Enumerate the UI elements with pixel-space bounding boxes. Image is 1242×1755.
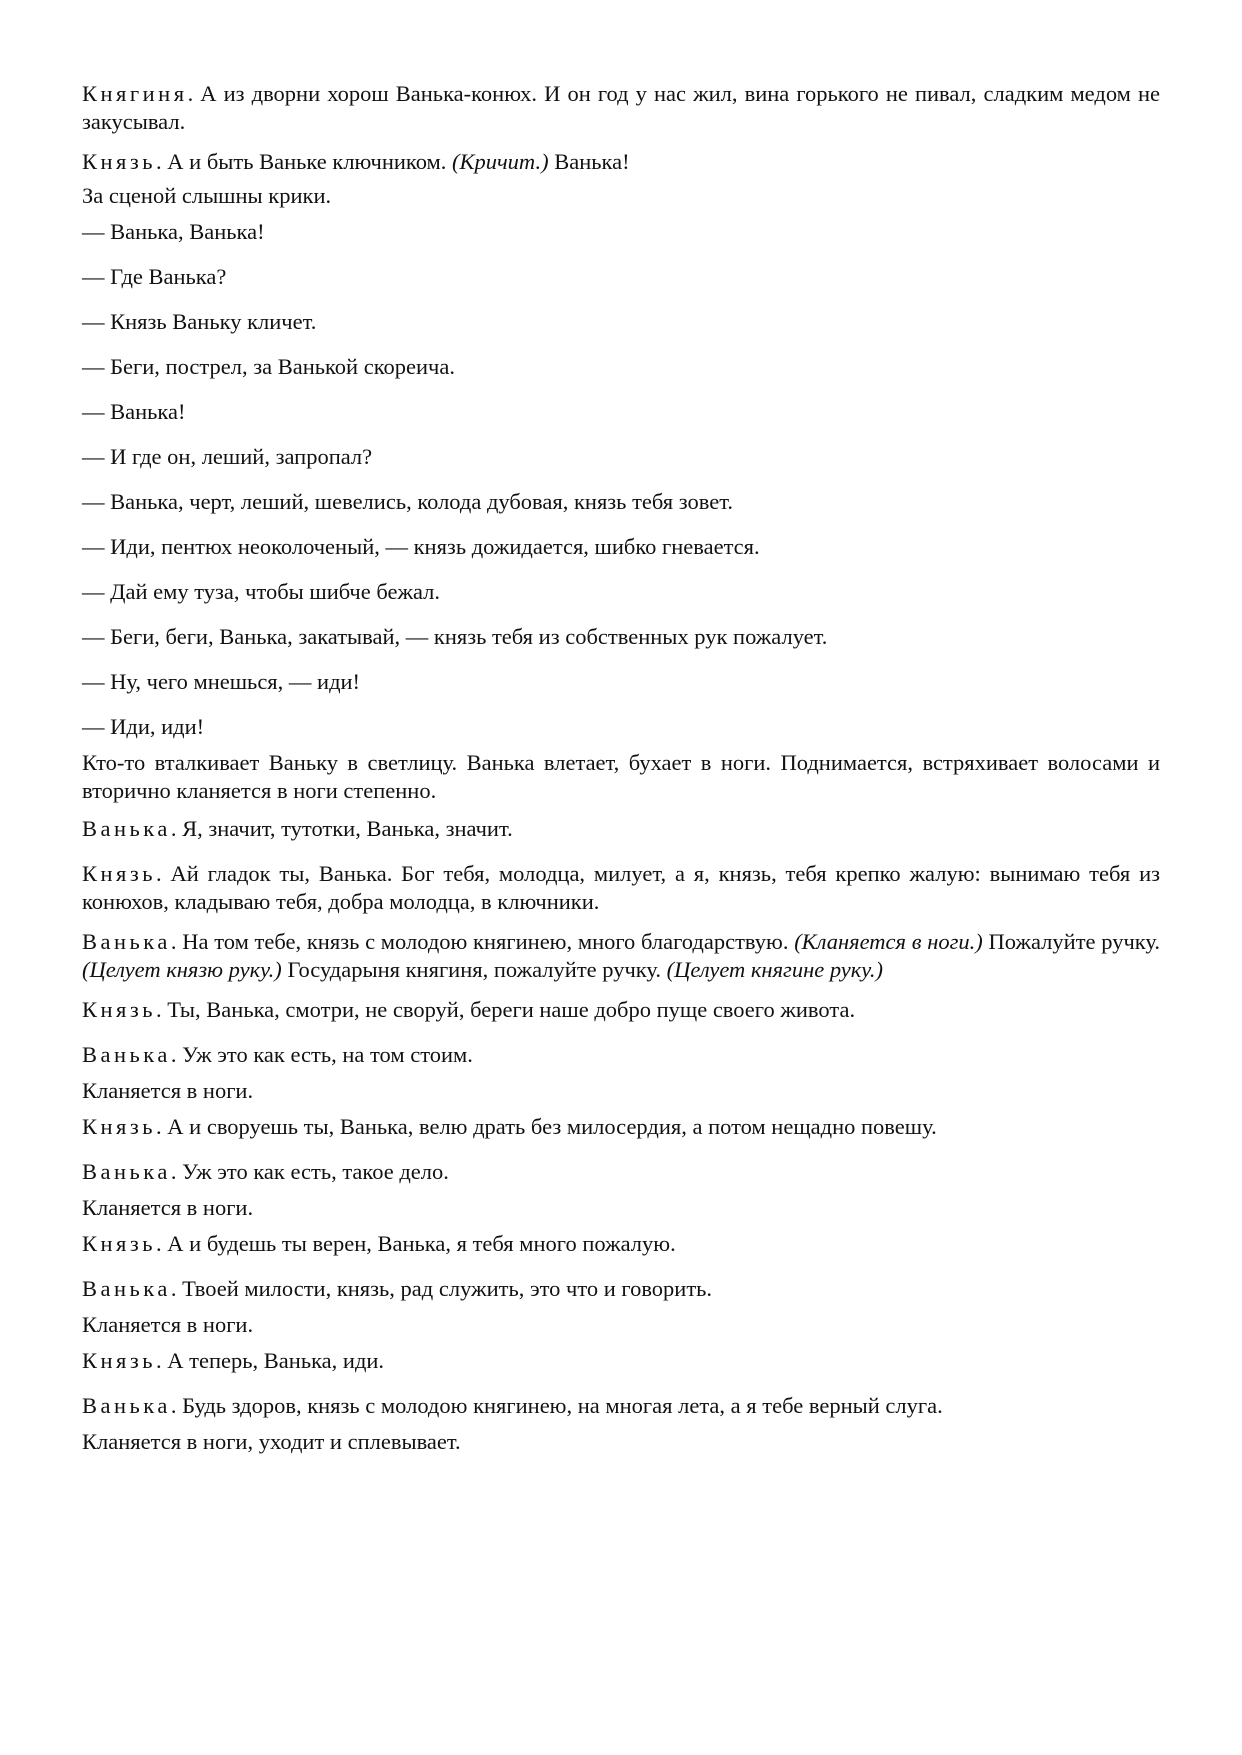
offstage-shout: — Беги, пострел, за Ванькой скореича.	[82, 354, 455, 379]
offstage-shout: — Иди, пентюх неоколоченый, — князь дожидается, шибко гневается.	[82, 534, 760, 559]
dialogue-line: Ванька. Уж это как есть, на том стоим.	[82, 1042, 473, 1067]
offstage-shout: — Ванька, черт, леший, шевелись, колода дубовая, князь тебя зовет.	[82, 489, 733, 514]
line-text: На том тебе, князь с молодою княгинею, много благодарствую.	[182, 929, 795, 954]
stage-note: Кланяется в ноги, уходит и сплевывает.	[82, 1429, 461, 1454]
line-text: Будь здоров, князь с молодою княгинею, на многая лета, а я тебе верный слуга.	[182, 1393, 943, 1418]
offstage-shout: — Дай ему туза, чтобы шибче бежал.	[82, 579, 441, 604]
speaker-name: Князь	[82, 1231, 157, 1256]
dialogue-line: Князь. А и быть Ваньке ключником. (Кричит.) Ванька!	[82, 149, 630, 174]
speaker-name: Ванька	[82, 816, 171, 841]
stage-note: За сценой слышны крики.	[82, 183, 332, 208]
line-text: А и своруешь ты, Ванька, велю драть без милосердия, а потом нещадно повешу.	[167, 1114, 937, 1139]
speaker-name: Князь	[82, 149, 157, 174]
speaker-name: Ванька	[82, 1042, 171, 1067]
dialogue-line: Ванька. На том тебе, князь с молодою княгинею, много благодарствую. (Кланяется в ноги.) Пожалуйте ручку. (Целует князю руку.) Государыня княгиня, пожалуйте ручку. (Целует княгине руку.)	[82, 929, 1160, 982]
line-text: Уж это как есть, такое дело.	[182, 1159, 449, 1184]
offstage-shout: — Беги, беги, Ванька, закатывай, — князь тебя из собственных рук пожалует.	[82, 624, 828, 649]
stage-note: Кто-то вталкивает Ваньку в светлицу. Ванька влетает, бухает в ноги. Поднимается, встряхивает волосами и вторично кланяется в ноги степенно.	[82, 750, 1160, 803]
offstage-shout: — Где Ванька?	[82, 264, 227, 289]
line-text: Твоей милости, князь, рад служить, это что и говорить.	[182, 1276, 713, 1301]
stage-note: Кланяется в ноги.	[82, 1195, 254, 1220]
speaker-name: Ванька	[82, 929, 171, 954]
dialogue-line: Князь. Ты, Ванька, смотри, не своруй, береги наше добро пуще своего живота.	[82, 997, 856, 1022]
line-text: Пожалуйте ручку.	[982, 929, 1160, 954]
offstage-shout: — Ванька, Ванька!	[82, 219, 265, 244]
line-text: Уж это как есть, на том стоим.	[182, 1042, 473, 1067]
speaker-name: Князь	[82, 1348, 157, 1373]
dialogue-line: Ванька. Уж это как есть, такое дело.	[82, 1159, 449, 1184]
dialogue-line: Князь. А и будешь ты верен, Ванька, я тебя много пожалую.	[82, 1231, 676, 1256]
speaker-name: Князь	[82, 997, 157, 1022]
line-text: Государыня княгиня, пожалуйте ручку.	[281, 957, 667, 982]
stage-direction: (Кланяется в ноги.)	[794, 929, 983, 954]
speaker-name: Ванька	[82, 1159, 171, 1184]
line-text: Ванька!	[548, 149, 630, 174]
dialogue-line: Князь. А теперь, Ванька, иди.	[82, 1348, 385, 1373]
line-text: А и быть Ваньке ключником.	[167, 149, 453, 174]
stage-direction: (Целует князю руку.)	[82, 957, 282, 982]
speaker-name: Ванька	[82, 1393, 171, 1418]
stage-direction: (Целует княгине руку.)	[666, 957, 883, 982]
stage-direction: (Кричит.)	[452, 149, 549, 174]
speaker-name: Ванька	[82, 1276, 171, 1301]
line-text: А из дворни хорош Ванька-конюх. И он год у нас жил, вина горького не пивал, сладким медом не закусывал.	[82, 81, 1160, 134]
offstage-shout: — Ванька!	[82, 399, 186, 424]
dialogue-line: Ванька. Твоей милости, князь, рад служить, это что и говорить.	[82, 1276, 713, 1301]
stage-note: Кланяется в ноги.	[82, 1078, 254, 1103]
dialogue-line: Князь. А и своруешь ты, Ванька, велю драть без милосердия, а потом нещадно повешу.	[82, 1114, 937, 1139]
line-text: Я, значит, тутотки, Ванька, значит.	[182, 816, 513, 841]
line-text: А теперь, Ванька, иди.	[167, 1348, 385, 1373]
dialogue-line: Ванька. Будь здоров, князь с молодою княгинею, на многая лета, а я тебе верный слуга.	[82, 1393, 943, 1418]
offstage-shout: — Иди, иди!	[82, 714, 205, 739]
dialogue-line: Ванька. Я, значит, тутотки, Ванька, значит.	[82, 816, 513, 841]
speaker-name: Князь	[82, 1114, 157, 1139]
offstage-shout: — Ну, чего мнешься, — иди!	[82, 669, 361, 694]
speaker-name: Княгиня	[82, 81, 188, 106]
line-text: А и будешь ты верен, Ванька, я тебя много пожалую.	[167, 1231, 676, 1256]
line-text: Ты, Ванька, смотри, не своруй, береги наше добро пуще своего живота.	[167, 997, 856, 1022]
document-page	[82, 80, 1160, 1456]
dialogue-line: Князь. Ай гладок ты, Ванька. Бог тебя, молодца, милует, а я, князь, тебя крепко жалую: вынимаю тебя из конюхов, кладываю тебя, добра молодца, в ключники.	[82, 861, 1160, 914]
dialogue-line: Княгиня. А из дворни хорош Ванька-конюх. И он год у нас жил, вина горького не пивал, сладким медом не закусывал.	[82, 81, 1160, 134]
offstage-shout: — Князь Ваньку кличет.	[82, 309, 317, 334]
line-text: Ай гладок ты, Ванька. Бог тебя, молодца, милует, а я, князь, тебя крепко жалую: вынимаю тебя из конюхов, кладываю тебя, добра молодца, в ключники.	[82, 861, 1160, 914]
stage-note: Кланяется в ноги.	[82, 1312, 254, 1337]
speaker-name: Князь	[82, 861, 157, 886]
offstage-shout: — И где он, леший, запропал?	[82, 444, 373, 469]
